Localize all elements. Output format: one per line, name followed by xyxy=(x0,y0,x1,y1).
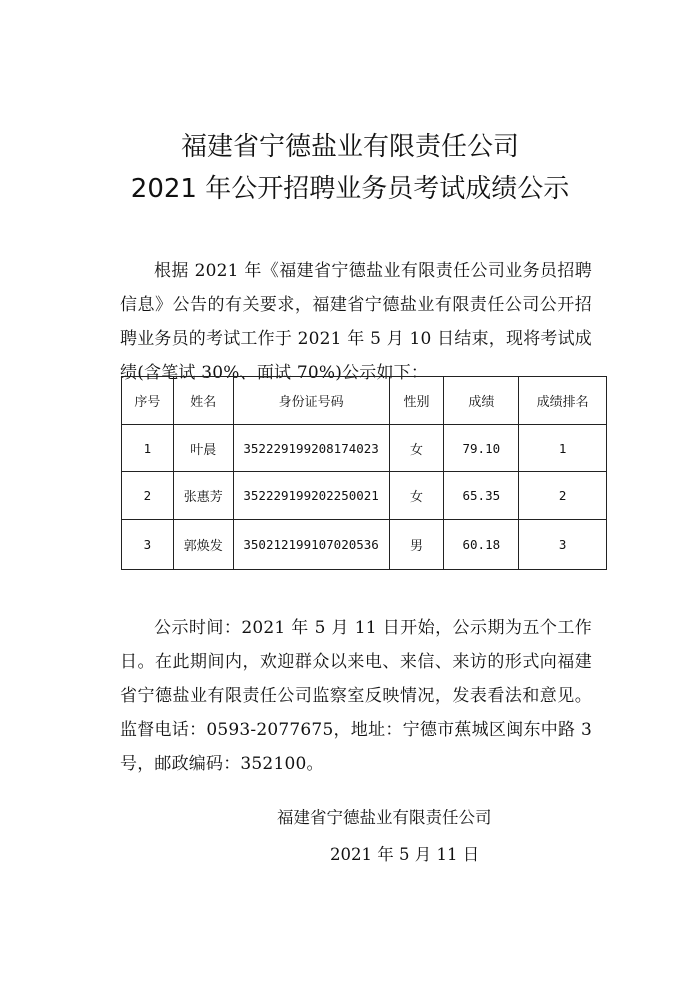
document-title-line-1: 福建省宁德盐业有限责任公司 xyxy=(180,132,519,162)
intro-paragraph: 根据 2021 年《福建省宁德盐业有限责任公司业务员招聘信息》公告的有关要求，福建省宁德盐业有限责任公司公开招聘业务员的考试工作于 2021 年 5 月 10 日结束，现将考试成绩(含笔试 30%、面试 70%)公示如下： xyxy=(120,261,592,383)
header-rank: 成绩排名 xyxy=(519,377,607,425)
cell-serial: 1 xyxy=(122,425,174,472)
header-serial: 序号 xyxy=(122,377,174,425)
cell-name: 叶晨 xyxy=(173,425,233,472)
cell-score: 79.10 xyxy=(444,425,519,472)
signature-organization: 福建省宁德盐业有限责任公司 xyxy=(277,808,492,827)
notice-paragraph: 公示时间：2021 年 5 月 11 日开始，公示期为五个工作日。在此期间内，欢迎群众以来电、来信、来访的形式向福建省宁德盐业有限责任公司监察室反映情况，发表看法和意见。监督电话：0593-2077675，地址：宁德市蕉城区闽东中路 3 号，邮政编码：352100。 xyxy=(120,618,592,774)
table-header-row xyxy=(122,377,607,425)
cell-score: 60.18 xyxy=(444,520,519,570)
cell-id-number: 352229199208174023 xyxy=(233,425,389,472)
cell-id-number: 352229199202250021 xyxy=(233,472,389,520)
document-title-line-2: 2021 年公开招聘业务员考试成绩公示 xyxy=(130,174,570,204)
cell-rank: 1 xyxy=(519,425,607,472)
table-row xyxy=(122,520,607,570)
cell-id-number: 350212199107020536 xyxy=(233,520,389,570)
header-gender: 性别 xyxy=(389,377,444,425)
cell-serial: 3 xyxy=(122,520,174,570)
cell-score: 65.35 xyxy=(444,472,519,520)
header-name: 姓名 xyxy=(173,377,233,425)
cell-rank: 2 xyxy=(519,472,607,520)
cell-serial: 2 xyxy=(122,472,174,520)
table-row xyxy=(122,425,607,472)
cell-name: 张惠芳 xyxy=(173,472,233,520)
header-id-number: 身份证号码 xyxy=(233,377,389,425)
cell-gender: 女 xyxy=(389,425,444,472)
cell-gender: 男 xyxy=(389,520,444,570)
cell-gender: 女 xyxy=(389,472,444,520)
signature-date: 2021 年 5 月 11 日 xyxy=(330,845,480,864)
cell-rank: 3 xyxy=(519,520,607,570)
header-score: 成绩 xyxy=(444,377,519,425)
table-row xyxy=(122,472,607,520)
score-table xyxy=(121,376,607,570)
cell-name: 郭焕发 xyxy=(173,520,233,570)
